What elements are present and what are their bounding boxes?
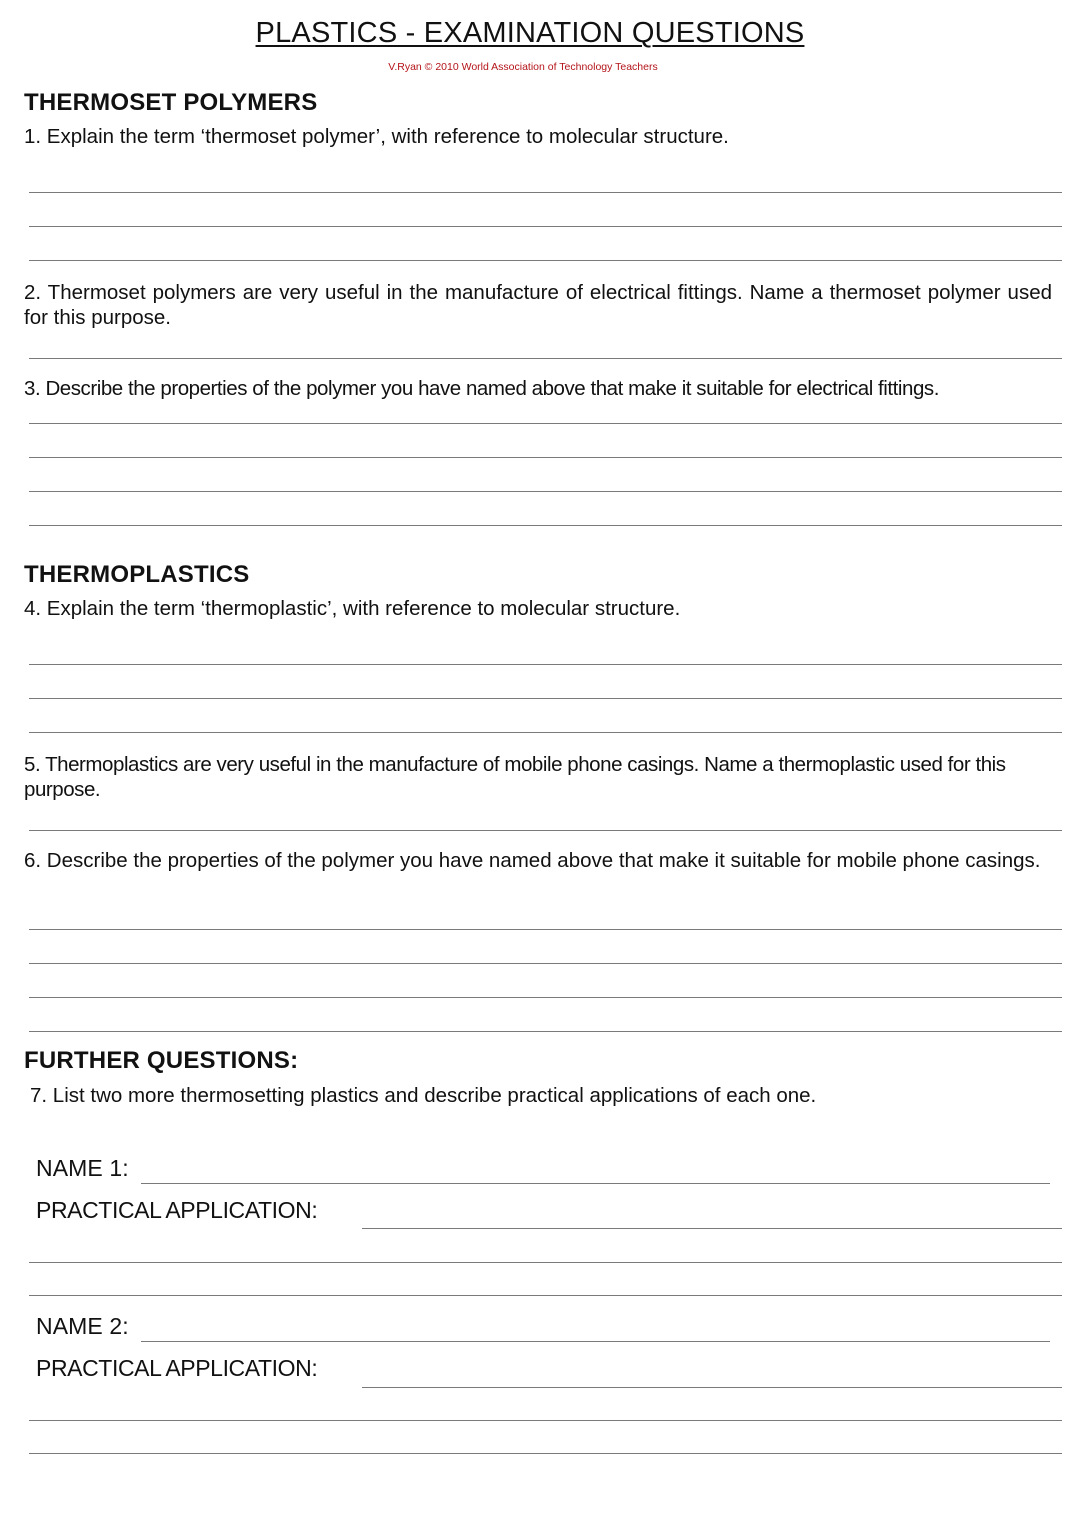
answer-line-q6-1[interactable] <box>29 929 1062 930</box>
answer-line-q3-3[interactable] <box>29 491 1062 492</box>
copyright-credit: V.Ryan © 2010 World Association of Technology Teachers <box>388 61 658 73</box>
question-3: 3. Describe the properties of the polymer you have named above that make it suitable for electrical fittings. <box>24 377 939 400</box>
application-2-label: PRACTICAL APPLICATION: <box>36 1355 318 1381</box>
section-heading-further: FURTHER QUESTIONS: <box>24 1047 299 1074</box>
name-1-label: NAME 1: <box>36 1155 129 1181</box>
question-7: 7. List two more thermosetting plastics and describe practical applications of each one. <box>30 1084 817 1107</box>
answer-line-q4-3[interactable] <box>29 732 1062 733</box>
answer-line-q3-4[interactable] <box>29 525 1062 526</box>
question-1: 1. Explain the term ‘thermoset polymer’, with reference to molecular structure. <box>24 125 729 148</box>
answer-line-q6-2[interactable] <box>29 963 1062 964</box>
answer-line-q1-3[interactable] <box>29 260 1062 261</box>
answer-line-app1-3[interactable] <box>29 1295 1062 1296</box>
answer-line-q3-1[interactable] <box>29 423 1062 424</box>
answer-line-q3-2[interactable] <box>29 457 1062 458</box>
answer-line-q6-4[interactable] <box>29 1031 1062 1032</box>
answer-line-q2-1[interactable] <box>29 358 1062 359</box>
question-2: 2. Thermoset polymers are very useful in the manufacture of electrical fittings. Name a thermoset polymer used for this purpose. <box>24 281 1052 329</box>
answer-line-app2-3[interactable] <box>29 1453 1062 1454</box>
answer-line-q6-3[interactable] <box>29 997 1062 998</box>
section-heading-thermoplastics: THERMOPLASTICS <box>24 561 250 588</box>
answer-line-q1-1[interactable] <box>29 192 1062 193</box>
name-2-field[interactable] <box>141 1341 1050 1342</box>
question-6: 6. Describe the properties of the polymer you have named above that make it suitable for mobile phone casings. <box>24 849 1041 872</box>
section-heading-thermoset: THERMOSET POLYMERS <box>24 89 318 116</box>
answer-line-app1-2[interactable] <box>29 1262 1062 1263</box>
answer-line-q5-1[interactable] <box>29 830 1062 831</box>
question-5: 5. Thermoplastics are very useful in the manufacture of mobile phone casings. Name a thermoplastic used for this purpose. <box>24 753 1006 801</box>
answer-line-q1-2[interactable] <box>29 226 1062 227</box>
application-1-label: PRACTICAL APPLICATION: <box>36 1197 318 1223</box>
answer-line-q4-2[interactable] <box>29 698 1062 699</box>
name-1-field[interactable] <box>141 1183 1050 1184</box>
name-2-label: NAME 2: <box>36 1313 129 1339</box>
answer-line-q4-1[interactable] <box>29 664 1062 665</box>
question-4: 4. Explain the term ‘thermoplastic’, with reference to molecular structure. <box>24 597 681 620</box>
page-title: PLASTICS - EXAMINATION QUESTIONS <box>255 17 805 49</box>
application-2-field[interactable] <box>362 1387 1062 1388</box>
answer-line-app2-2[interactable] <box>29 1420 1062 1421</box>
application-1-field[interactable] <box>362 1228 1062 1229</box>
